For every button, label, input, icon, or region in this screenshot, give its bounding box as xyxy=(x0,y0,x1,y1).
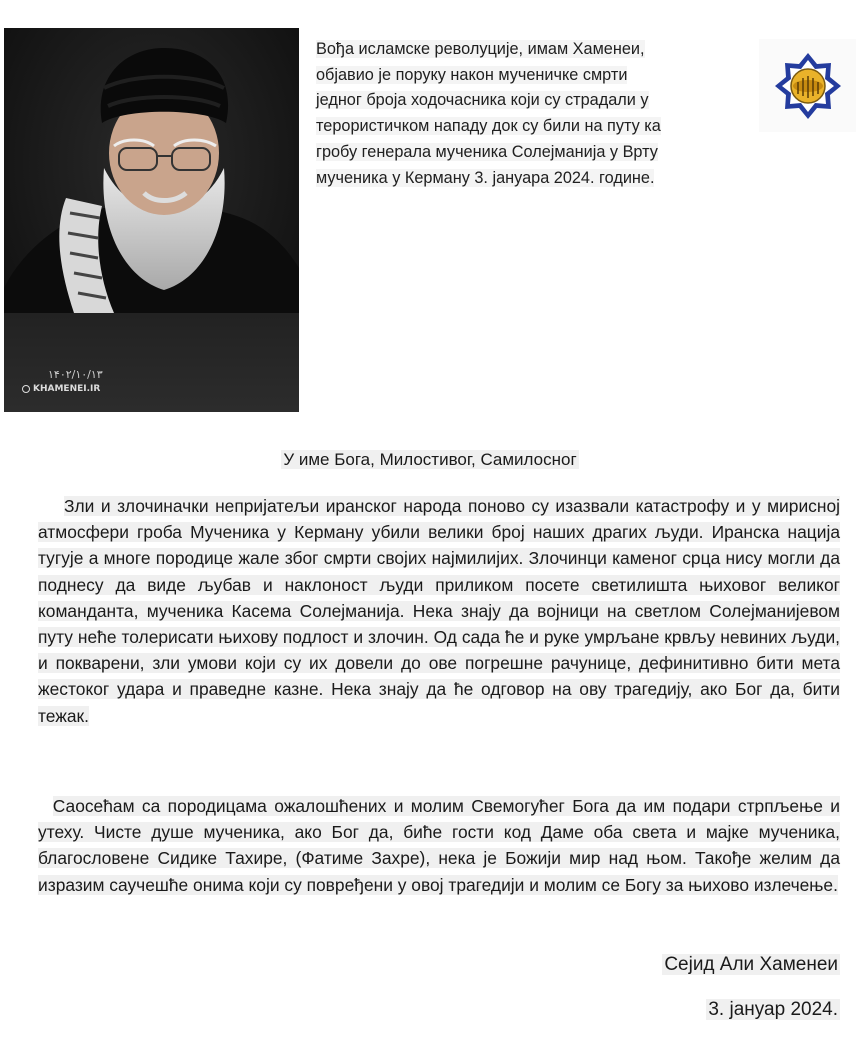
photo-caption-band xyxy=(4,313,299,412)
portrait-photo xyxy=(4,28,299,412)
signature-name-text: Сејид Али Хаменеи xyxy=(664,954,838,975)
intro-text xyxy=(316,37,666,191)
photo-brand xyxy=(22,384,100,394)
brand-logo-icon xyxy=(22,385,30,393)
message-paragraph-1 xyxy=(38,493,840,729)
salutation xyxy=(0,448,860,472)
star-emblem-icon xyxy=(773,51,843,121)
message-paragraph-2 xyxy=(38,793,840,898)
emblem-logo xyxy=(759,39,856,132)
photo-date: ۱۴۰۲/۱۰/۱۳ xyxy=(48,368,103,381)
salutation-text: У име Бога, Милостивог, Самилосног xyxy=(283,450,577,469)
message-paragraph-2-text: Саосећам са породицама ожалошћених и молим Свемогућег Бога да им подари стрпљење и утеху. Чисте душе мученика, ако Бог да, биће гости код Даме оба света и мајке мученика, благословене Сидике Тахире, (Фатиме Захре), нека је Божији мир над њом. Такође желим да изразим саучешће онима који су повређени у овој трагедији и молим се Богу за њихово излечење. xyxy=(38,796,840,895)
signature-date xyxy=(706,997,840,1023)
signature-date-text: 3. јануар 2024. xyxy=(708,999,838,1020)
intro-text-content: Вођа исламске револуције, имам Хаменеи, објавио је поруку након мученичке смрти једног броја ходочасника који су страдали у терористичком нападу док су били на путу ка гробу генерала мученика Солејманија у Врту мученика у Керману 3. јануара 2024. године. xyxy=(316,40,661,187)
photo-brand-text: KHAMENEI.IR xyxy=(33,384,101,394)
signature-name xyxy=(662,952,840,978)
message-paragraph-1-text: Зли и злочиначки непријатељи иранског народа поново су изазвали катастрофу и у мирисној атмосфери гроба Мученика у Керману убили велики број наших драгих људи. Иранска нација тугује а многе породице жале због смрти својих најмилијих. Злочинци каменог срца нису могли да поднесу да виде љубав и наклоност људи приликом посете светилишта њиховог великог команданта, мученика Касема Солејманија. Нека знају да војници на светлом Солејманијевом путу неће толерисати њихову подлост и злочин. Од сада ће и руке умрљане крвљу невиних људи, и покварени, зли умови који су их довели до ове погрешне рачунице, дефинитивно бити мета жестоког удара и праведне казне. Нека знају да ће одговор на ову трагедију, ако Бог да, бити тежак. xyxy=(38,496,840,726)
